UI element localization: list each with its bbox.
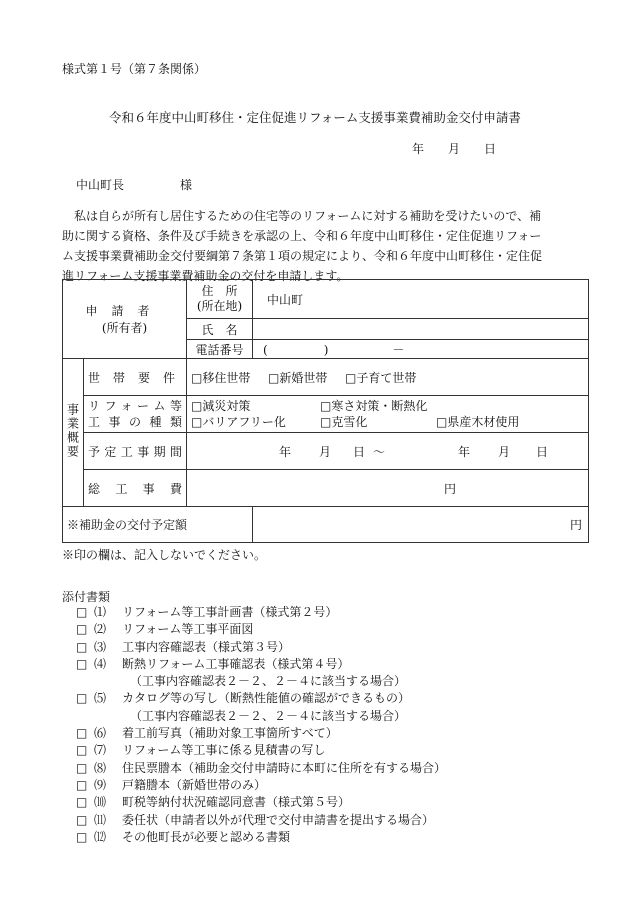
period-tilde: ～ [373, 445, 386, 459]
attachment-text: 町税等納付状況確認同意書（様式第５号） [122, 795, 351, 810]
project-summary-cell [63, 359, 84, 507]
attachment-text: リフォーム等工事平面図 [122, 622, 254, 637]
attachment-number: ⑻ [94, 760, 107, 775]
attachment-item [76, 656, 446, 673]
attachment-text: その他町長が必要と認める書類 [122, 829, 291, 844]
attachment-item [76, 742, 446, 759]
reform-options [187, 396, 589, 433]
total-cost-field[interactable] [187, 470, 589, 507]
attachment-text: 住民票謄本（補助金交付申請時に本町に住所を有する場合） [122, 760, 447, 775]
address-field[interactable] [253, 280, 589, 319]
period-end-month: 月 [498, 445, 511, 459]
period-end-day: 日 [536, 445, 549, 459]
household-option-newlywed[interactable]: □新婚世帯 [268, 370, 328, 385]
attachment-item [76, 639, 446, 656]
form-note: ※印の欄は、記入しないでください。 [62, 548, 267, 562]
reform-type-label-cell [84, 396, 187, 433]
address-sub-label: (所在地) [196, 299, 243, 313]
attachment-number: ⑶ [94, 639, 107, 654]
attachment-item [76, 690, 446, 707]
household-row [63, 359, 589, 396]
date-line [412, 140, 496, 157]
attachment-item [76, 794, 446, 811]
attachments-list [76, 604, 446, 846]
period-row [63, 433, 589, 470]
statement-line: 進リフォーム支援事業費補助金の交付を申請します。 [62, 269, 349, 283]
household-option-childrearing[interactable]: □子育て世帯 [345, 370, 417, 385]
attachment-checkbox[interactable]: □ [76, 726, 88, 741]
period-start-day: 日 [353, 445, 366, 459]
address-label-cell [187, 280, 253, 319]
attachment-checkbox[interactable]: □ [76, 777, 88, 792]
date-year: 年 [412, 142, 425, 156]
attachment-item [76, 812, 446, 829]
attachment-text: 工事内容確認表（様式第３号） [122, 639, 291, 654]
attachment-checkbox[interactable]: □ [76, 760, 88, 775]
attachment-number: ⑺ [94, 743, 107, 758]
attachment-condition: （工事内容確認表２－２、２－４に該当する場合） [130, 674, 407, 689]
total-cost-row [63, 470, 589, 507]
attachments-heading: 添付書類 [62, 590, 111, 604]
address-label: 住 所 [201, 284, 238, 298]
phone-close-paren: ) [323, 342, 329, 357]
attachment-item [76, 604, 446, 621]
household-label: 世帯要件 [84, 359, 187, 396]
reform-option-snow[interactable]: □克雪化 [320, 415, 368, 429]
date-month: 月 [448, 142, 461, 156]
attachment-text: 断熱リフォーム工事確認表（様式第４号） [122, 656, 350, 671]
attachment-item [76, 777, 446, 794]
phone-open-paren: ( [263, 342, 268, 357]
attachment-number: ⑷ [94, 656, 107, 671]
period-end-year: 年 [458, 445, 471, 459]
subsidy-label: ※補助金の交付予定額 [63, 507, 253, 543]
household-options [187, 359, 589, 396]
period-start-year: 年 [279, 445, 292, 459]
reform-option-local-timber[interactable]: □県産木材使用 [436, 415, 520, 429]
project-summary-label: 事業概要 [65, 403, 80, 459]
period-label: 予定工事期間 [84, 433, 187, 470]
attachment-number: ⑼ [94, 777, 107, 792]
applicant-cell [63, 280, 187, 359]
attachment-text: カタログ等の写し（断熱性能値の確認ができるもの） [122, 691, 411, 706]
address-row [63, 280, 589, 319]
address-value: 中山町 [267, 292, 304, 307]
phone-dash: － [392, 342, 405, 357]
attachment-number: ⑸ [94, 691, 107, 706]
reform-option-insulation[interactable]: □寒さ対策・断熱化 [320, 399, 428, 413]
statement-line: 助に関する資格、条件及び手続きを承認の上、令和６年度中山町移住・定住促進リフォー [62, 229, 542, 243]
attachment-text: 戸籍謄本（新婚世帯のみ） [122, 777, 267, 792]
attachment-checkbox[interactable]: □ [76, 605, 88, 619]
attachment-text: リフォーム等工事に係る見積書の写し [122, 743, 326, 758]
phone-label: 電話番号 [187, 340, 253, 359]
total-cost-label: 総工事費 [84, 470, 187, 507]
attachment-checkbox[interactable]: □ [76, 829, 88, 844]
household-option-relocation[interactable]: □移住世帯 [191, 370, 251, 385]
form-number: 様式第１号（第７条関係） [62, 62, 207, 76]
reform-type-row [63, 396, 589, 433]
period-field[interactable] [187, 433, 589, 470]
period-start-month: 月 [319, 445, 332, 459]
addressee-name: 中山町長 [76, 178, 125, 192]
attachment-item [76, 621, 446, 638]
subsidy-row [63, 507, 589, 543]
attachment-text: 着工前写真（補助対象工事箇所すべて） [122, 726, 338, 741]
attachment-condition: （工事内容確認表２－２、２－４に該当する場合） [130, 708, 407, 723]
attachment-number: ⑽ [94, 795, 107, 810]
attachment-checkbox[interactable]: □ [76, 639, 88, 654]
attachment-checkbox[interactable]: □ [76, 622, 88, 637]
attachment-number: ⑵ [94, 622, 107, 637]
attachment-number: ⑾ [94, 812, 107, 827]
name-label: 氏 名 [187, 319, 253, 340]
attachment-checkbox[interactable]: □ [76, 743, 88, 758]
statement-line: ム支援事業費補助金交付要綱第７条第１項の規定により、令和６年度中山町移住・定住促 [62, 249, 543, 263]
applicant-label: 申請者 [85, 304, 164, 318]
reform-option-barrier-free[interactable]: □バリアフリー化 [191, 415, 286, 429]
addressee [76, 176, 192, 193]
statement-line: 私は自らが所有し居住するための住宅等のリフォームに対する補助を受けたいので、補 [62, 209, 542, 223]
application-statement [62, 206, 590, 286]
phone-field[interactable] [253, 340, 589, 359]
subsidy-unit: 円 [570, 518, 583, 532]
attachment-checkbox[interactable]: □ [76, 795, 88, 810]
attachment-item [76, 760, 446, 777]
date-day: 日 [484, 142, 497, 156]
reform-label-line1: リフォーム等 [88, 399, 183, 413]
subsidy-field [253, 507, 589, 543]
attachment-checkbox[interactable]: □ [76, 812, 88, 827]
reform-label-line2: 工事の種類 [88, 415, 183, 429]
attachment-item [76, 829, 446, 846]
reform-option-disaster[interactable]: □減災対策 [191, 399, 251, 413]
name-field[interactable] [253, 319, 589, 340]
attachment-checkbox[interactable]: □ [76, 691, 88, 706]
total-cost-unit: 円 [444, 481, 457, 496]
attachment-number: ⑹ [94, 726, 107, 741]
attachment-number: ⑿ [94, 829, 107, 844]
attachment-checkbox[interactable]: □ [76, 656, 88, 671]
attachment-text: リフォーム等工事計画書（様式第２号） [122, 605, 338, 619]
application-form-table [62, 279, 589, 543]
attachment-number: ⑴ [94, 605, 107, 619]
attachment-item [76, 725, 446, 742]
document-title: 令和６年度中山町移住・定住促進リフォーム支援事業費補助金交付申請書 [109, 110, 521, 125]
attachment-text: 委任状（申請者以外が代理で交付申請書を提出する場合） [122, 812, 435, 827]
applicant-sub-label: (所有者) [101, 321, 148, 335]
addressee-honorific: 様 [180, 178, 193, 192]
